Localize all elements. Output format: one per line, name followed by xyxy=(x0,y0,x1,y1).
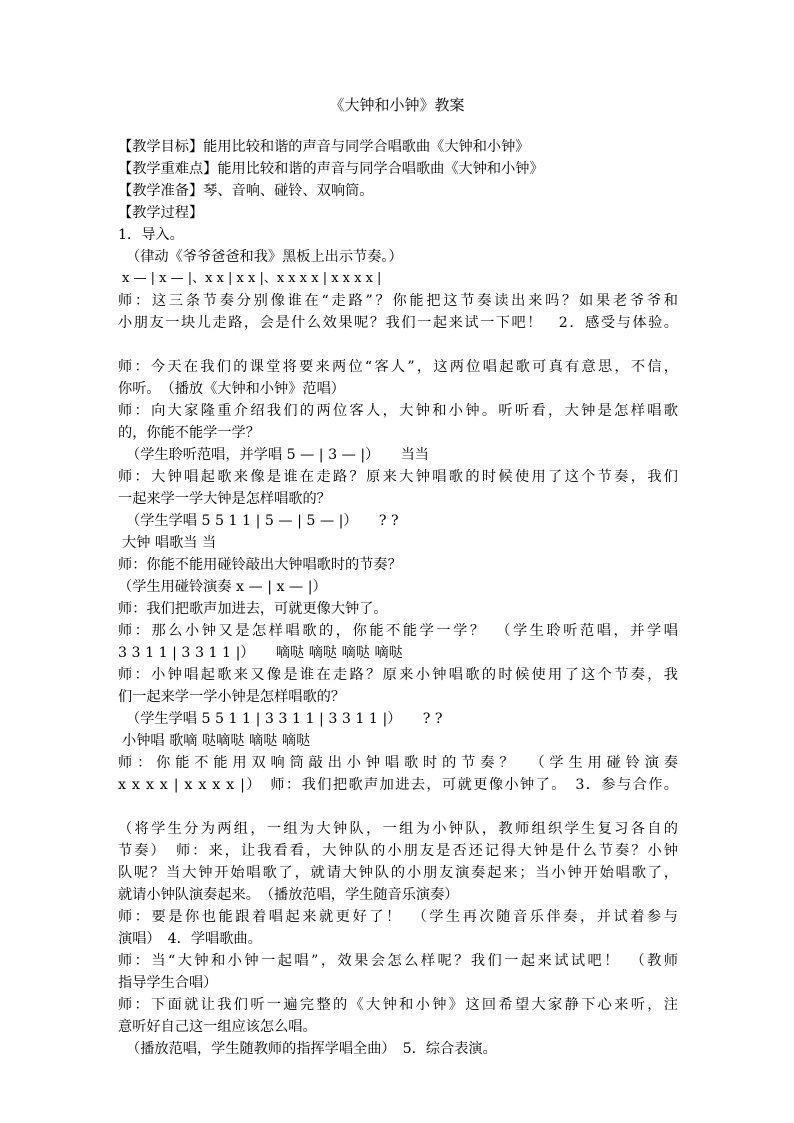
paragraph-line: 意听好自己这一组应该怎么唱。 xyxy=(118,1019,317,1035)
paragraph-line: 师：当“大钟和小钟一起唱”，效果会怎么样呢？我们一起来试试吧！ （教师 xyxy=(118,953,678,969)
blank-line xyxy=(118,796,678,818)
paragraph-line: 小朋友一块儿走路，会是什么效果呢？我们一起来试一下吧！ 2．感受与体验。 xyxy=(118,315,678,331)
paragraph-line: 队呢？当大钟开始唱歌了，就请大钟队的小朋友演奏起来；当小钟开始唱歌了， xyxy=(118,865,678,881)
section-process-heading: 【教学过程】 xyxy=(118,205,204,221)
paragraph-line: 师：这三条节奏分别像谁在“走路”？你能把这节奏读出来吗？如果老爷爷和 xyxy=(118,293,678,309)
paragraph-line: 演唱） 4．学唱歌曲。 xyxy=(118,931,262,947)
paragraph-line: 一起来学一学大钟是怎样唱歌的？ xyxy=(118,491,331,507)
paragraph-line: 师：今天在我们的课堂将要来两位“客人”，这两位唱起歌可真有意思，不信， xyxy=(118,359,678,375)
document-body xyxy=(118,136,678,1060)
paragraph-line: 师：我们把歌声加进去，可就更像大钟了。 xyxy=(118,601,388,617)
paragraph-line: （学生用碰铃演奏 x — | x — |） xyxy=(118,579,327,595)
paragraph-line: 们一起来学一学小钟是怎样唱歌的？ xyxy=(118,689,346,705)
paragraph-line: （律动《爷爷爸爸和我》黑板上出示节奏。） xyxy=(126,249,403,265)
notation-line: （学生学唱 5 5 1 1 | 5 — | 5 — |） ? ? xyxy=(126,513,399,529)
paragraph-line: 师：大钟唱起歌来像是谁在走路？原来大钟唱歌的时候使用了这个节奏，我们 xyxy=(118,469,678,485)
paragraph-line: 师：要是你也能跟着唱起来就更好了！ （学生再次随音乐伴奏，并试着参与 xyxy=(118,909,678,925)
paragraph-line: 就请小钟队演奏起来。 （播放范唱，学生随音乐演奏） xyxy=(118,887,459,903)
paragraph-line: 指导学生合唱） xyxy=(118,975,218,991)
paragraph-line: （学生聆听范唱，并学唱 5 — | 3 — |） 当当 xyxy=(126,447,429,463)
section-key-difficulty: 【教学重难点】能用比较和谐的声音与同学合唱歌曲《大钟和小钟》 xyxy=(118,161,544,177)
lyric-line: 小钟唱 歌嘀 哒嘀哒 嘀哒 嘀哒 xyxy=(122,733,311,749)
paragraph-line: 师：向大家隆重介绍我们的两位客人，大钟和小钟。听听看，大钟是怎样唱歌 xyxy=(118,403,678,419)
notation-line: 3 3 1 1 | 3 3 1 1 |） 嘀哒 嘀哒 嘀哒 嘀哒 xyxy=(118,645,403,661)
document-title: 《大钟和小钟》教案 xyxy=(329,96,465,114)
paragraph-line: 的，你能不能学一学？ xyxy=(118,425,260,441)
paragraph-line: 师：那么小钟又是怎样唱歌的，你能不能学一学？ （学生聆听范唱，并学唱 xyxy=(118,623,678,639)
paragraph-line: 师：你能不能用碰铃敲出大钟唱歌时的节奏？ xyxy=(118,557,402,573)
notation-line: （学生学唱 5 5 1 1 | 3 3 1 1 | 3 3 1 1 |） ? ? xyxy=(126,711,443,727)
paragraph-line: 你听。 （播放《大钟和小钟》范唱） xyxy=(118,381,345,397)
step-1-heading: 1．导入。 xyxy=(118,227,184,243)
lyric-line: 大钟 唱歌当 当 xyxy=(122,535,217,551)
paragraph-line: （将学生分为两组，一组为大钟队，一组为小钟队，教师组织学生复习各自的 xyxy=(118,821,678,837)
paragraph-line: 师：你能不能用双响筒敲出小钟唱歌时的节奏？ （学生用碰铃演奏 xyxy=(118,755,678,771)
blank-line xyxy=(118,334,678,356)
paragraph-line: 师：下面就让我们听一遍完整的《大钟和小钟》这回希望大家静下心来听，注 xyxy=(118,997,678,1013)
section-teaching-goal: 【教学目标】能用比较和谐的声音与同学合唱歌曲《大钟和小钟》 xyxy=(118,139,530,155)
section-preparation: 【教学准备】琴、音响、碰铃、双响筒。 xyxy=(118,183,374,199)
paragraph-line: 师：小钟唱起歌来又像是谁在走路？原来小钟唱歌的时候使用了这个节奏，我 xyxy=(118,667,678,683)
rhythm-notation: x — | x — |、x x | x x |、x x x x | x x x x | xyxy=(122,271,382,286)
paragraph-line: x x x x | x x x x |） 师：我们把歌声加进去，可就更像小钟了。 3．参与合作。 xyxy=(118,777,678,793)
paragraph-line: （播放范唱，学生随教师的指挥学唱全曲） 5．综合表演。 xyxy=(126,1041,497,1057)
paragraph-line: 节奏） 师：来，让我看看，大钟队的小朋友是否还记得大钟是什么节奏？小钟 xyxy=(118,843,678,859)
